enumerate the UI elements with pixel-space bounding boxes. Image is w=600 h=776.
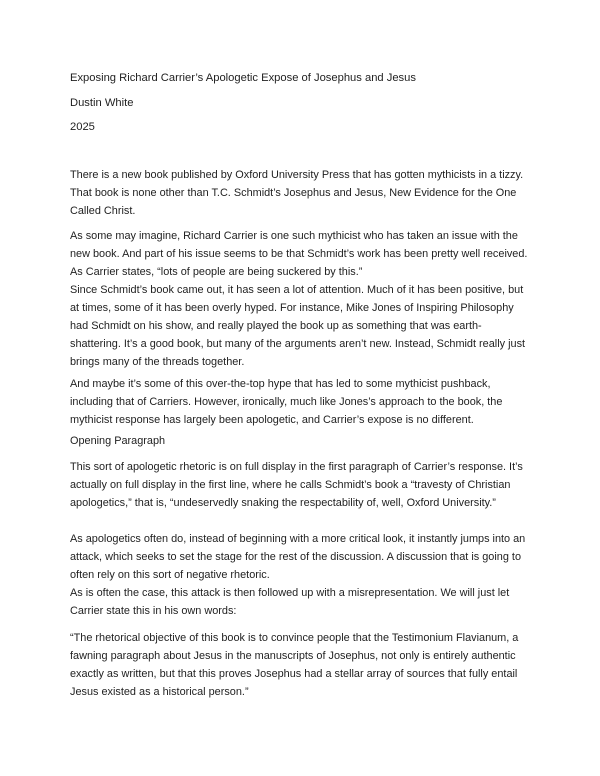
paragraph-1: There is a new book published by Oxford University Press that has gotten mythicists in a tizzy. That book is none other than T.C. Schmidt’s Josephus and Jesus, New Evidence for the One Called Christ. — [70, 169, 524, 217]
document-page — [70, 0, 532, 776]
document-author: Dustin White — [70, 97, 134, 109]
document-year: 2025 — [70, 121, 95, 133]
section-heading-opening-paragraph: Opening Paragraph — [70, 435, 166, 447]
paragraph-2: As some may imagine, Richard Carrier is one such mythicist who has taken an issue with the new book. And part of his issue seems to be that Schmidt’s work has been pretty well received. As Carrier states, “lots of people are being suckered by this.” — [70, 230, 528, 278]
paragraph-7: As is often the case, this attack is then followed up with a misrepresentation. We will just let Carrier state this in his own words: — [70, 587, 510, 617]
paragraph-4: And maybe it’s some of this over-the-top hype that has led to some mythicist pushback, including that of Carriers. However, ironically, much like Jones’s approach to the book, the mythicist response has largely been apologetic, and Carrier’s expose is no different. — [70, 378, 503, 426]
document-title: Exposing Richard Carrier’s Apologetic Expose of Josephus and Jesus — [70, 72, 416, 84]
paragraph-3: Since Schmidt’s book came out, it has seen a lot of attention. Much of it has been positive, but at times, some of it has been overly hyped. For instance, Mike Jones of Inspiring Philosophy had Schmidt on his show, and really played the book up as something that was earth-shattering. It’s a good book, but many of the arguments aren’t new. Instead, Schmidt really just brings many of the threads together. — [70, 284, 526, 368]
paragraph-5: This sort of apologetic rhetoric is on full display in the first paragraph of Carrier’s response. It’s actually on full display in the first line, where he calls Schmidt’s book a “travesty of Christian apologetics,” that is, “undeservedly snaking the respectability of, well, Oxford University.” — [70, 461, 523, 509]
paragraph-6: As apologetics often do, instead of beginning with a more critical look, it instantly jumps into an attack, which seeks to set the stage for the rest of the discussion. A discussion that is going to often rely on this sort of negative rhetoric. — [70, 533, 526, 581]
paragraph-8-quote: “The rhetorical objective of this book is to convince people that the Testimonium Flavianum, a fawning paragraph about Jesus in the manuscripts of Josephus, not only is entirely authentic exactly as written, but that this proves Josephus had a stellar array of sources that fully entail Jesus existed as a historical person.” — [70, 632, 519, 698]
